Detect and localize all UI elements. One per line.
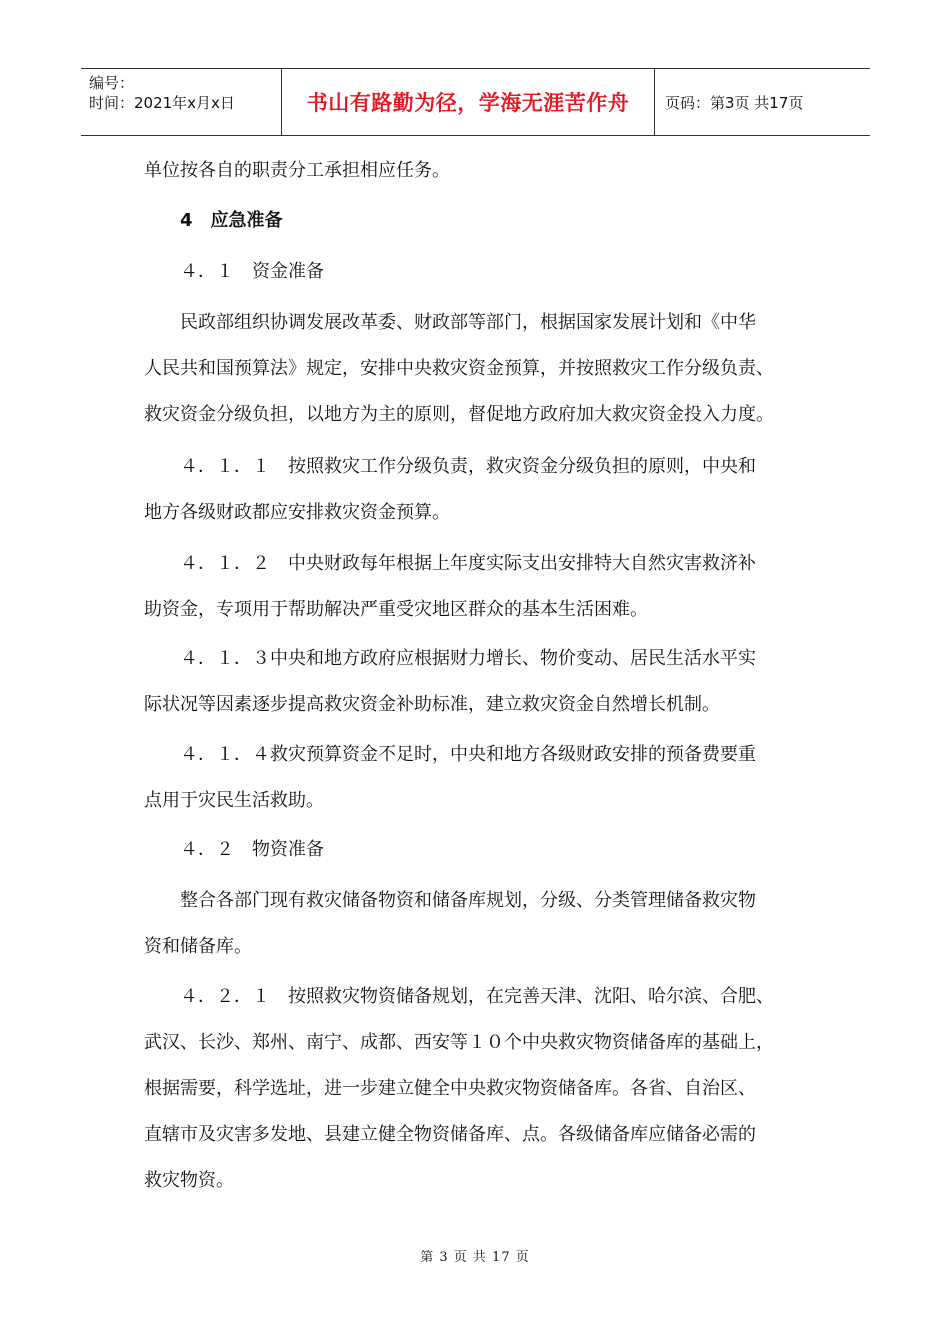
paragraph-line: 单位按各自的职责分工承担相应任务。 bbox=[144, 160, 450, 181]
paragraph-line: 际状况等因素逐步提高救灾资金补助标准，建立救灾资金自然增长机制。 bbox=[144, 694, 720, 715]
section-heading-4-1: ４．１ 资金准备 bbox=[180, 261, 324, 282]
paragraph-line: 助资金，专项用于帮助解决严重受灾地区群众的基本生活困难。 bbox=[144, 599, 648, 620]
paragraph-line: 资和储备库。 bbox=[144, 936, 252, 957]
paragraph-line: 救灾资金分级负担，以地方为主的原则，督促地方政府加大救灾资金投入力度。 bbox=[144, 404, 774, 425]
paragraph-line: 直辖市及灾害多发地、县建立健全物资储备库、点。各级储备库应储备必需的 bbox=[144, 1124, 756, 1145]
paragraph-line: 根据需要，科学选址，进一步建立健全中央救灾物资储备库。各省、自治区、 bbox=[144, 1078, 756, 1099]
paragraph-line: 点用于灾民生活救助。 bbox=[144, 790, 324, 811]
page-footer: 第 3 页 共 17 页 bbox=[420, 1250, 530, 1265]
paragraph-line: ４．１．２ 中央财政每年根据上年度实际支出安排特大自然灾害救济补 bbox=[180, 553, 756, 574]
paragraph-line: ４．１．１ 按照救灾工作分级负责，救灾资金分级负担的原则，中央和 bbox=[180, 456, 756, 477]
paragraph-line: 整合各部门现有救灾储备物资和储备库规划，分级、分类管理储备救灾物 bbox=[180, 890, 756, 911]
paragraph-line: ４．１．３中央和地方政府应根据财力增长、物价变动、居民生活水平实 bbox=[180, 648, 756, 669]
section-heading-4-2: ４．２ 物资准备 bbox=[180, 839, 324, 860]
paragraph-line: 地方各级财政都应安排救灾资金预算。 bbox=[144, 502, 450, 523]
motto-text: 书山有路勤为径，学海无涯苦作舟 bbox=[306, 91, 630, 115]
header-motto-cell bbox=[282, 69, 655, 135]
paragraph-line: 救灾物资。 bbox=[144, 1170, 234, 1191]
paragraph-line: ４．１．４救灾预算资金不足时，中央和地方各级财政安排的预备费要重 bbox=[180, 744, 756, 765]
paragraph-line: ４．２．１ 按照救灾物资储备规划，在完善天津、沈阳、哈尔滨、合肥、 bbox=[180, 986, 774, 1007]
paragraph-line: 人民共和国预算法》规定，安排中央救灾资金预算，并按照救灾工作分级负责、 bbox=[144, 358, 774, 379]
paragraph-line: 民政部组织协调发展改革委、财政部等部门，根据国家发展计划和《中华 bbox=[180, 312, 756, 333]
number-label: 编号： bbox=[89, 74, 135, 92]
header-page-cell bbox=[655, 69, 870, 135]
section-heading-4: 4 应急准备 bbox=[180, 210, 283, 231]
document-header bbox=[81, 68, 870, 136]
paragraph-line: 武汉、长沙、郑州、南宁、成都、西安等１０个中央救灾物资储备库的基础上， bbox=[144, 1032, 774, 1053]
page-label: 页码：第3页 共17页 bbox=[665, 93, 804, 112]
header-meta bbox=[81, 69, 282, 135]
time-label: 时间：2021年x月x日 bbox=[89, 94, 235, 112]
